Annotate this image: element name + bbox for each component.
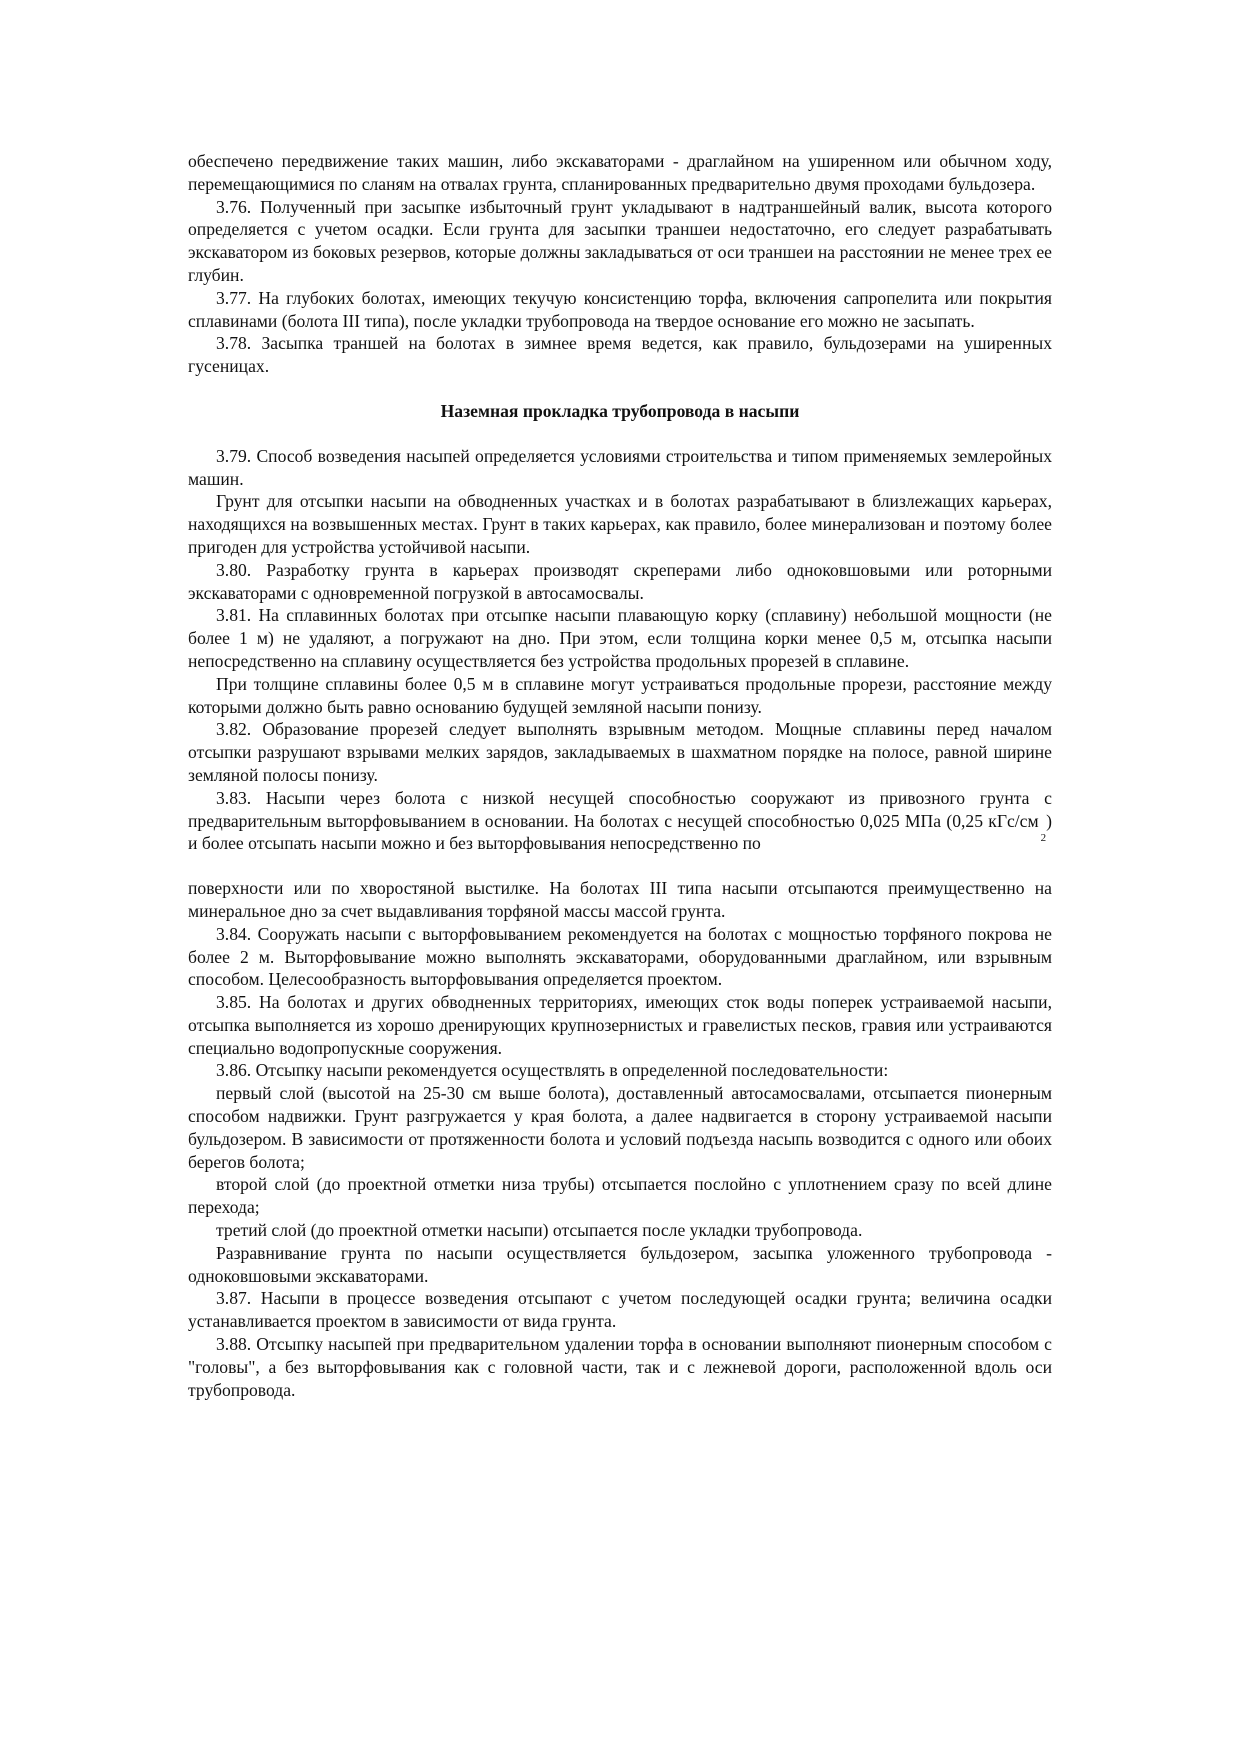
document-page bbox=[188, 150, 1052, 1401]
spacer bbox=[188, 855, 1052, 877]
paragraph-3-82: 3.82. Образование прорезей следует выполнять взрывным методом. Мощные сплавины перед началом отсыпки разрушают взрывами мелких зарядов, закладываемых в шахматном порядке на полосе, равной ширине земляной полосы понизу. bbox=[188, 719, 1052, 785]
paragraph: обеспечено передвижение таких машин, либо экскаваторами - драглайном на уширенном или обычном ходу, перемещающимися по сланям на отвалах грунта, спланированных предварительно двумя проходами бульдозера. bbox=[188, 151, 1052, 194]
paragraph-3-86: 3.86. Отсыпку насыпи рекомендуется осуществлять в определенной последовательности: bbox=[216, 1060, 889, 1081]
paragraph-3-85: 3.85. На болотах и других обводненных территориях, имеющих сток воды поперек устраиваемой насыпи, отсыпка выполняется из хорошо дренирующих крупнозернистых и гравелистых песков, гравия или устраиваются специально водопропускные сооружения. bbox=[188, 992, 1052, 1058]
paragraph: При толщине сплавины более 0,5 м в сплавине могут устраиваться продольные прорези, расстояние между которыми должно быть равно основанию будущей земляной насыпи понизу. bbox=[188, 673, 1052, 717]
paragraph-3-84: 3.84. Сооружать насыпи с выторфовыванием рекомендуется на болотах с мощностью торфяного покрова не более 2 м. Выторфовывание можно выполнять экскаваторами, оборудованными драглайном, или взрывным способом. Целесообразность выторфовывания определяется проектом. bbox=[188, 923, 1052, 990]
paragraph-3-83 bbox=[188, 787, 1052, 855]
paragraph-layer-2: второй слой (до проектной отметки низа трубы) отсыпается послойно с уплотнением сразу по всей длине перехода; bbox=[188, 1174, 1052, 1218]
paragraph-continuation: поверхности или по хворостяной выстилке. На болотах III типа насыпи отсыпаются преимущественно на минеральное дно за счет выдавливания торфяной массы массой грунта. bbox=[188, 878, 1052, 921]
superscript: 2 bbox=[1040, 831, 1047, 844]
paragraph-3-87: 3.87. Насыпи в процессе возведения отсыпают с учетом последующей осадки грунта; величина осадки устанавливается проектом в зависимости от вида грунта. bbox=[188, 1288, 1052, 1332]
paragraph: Разравнивание грунта по насыпи осуществляется бульдозером, засыпка уложенного трубопровода - одноковшовыми экскаваторами. bbox=[188, 1242, 1052, 1286]
paragraph-3-79: 3.79. Способ возведения насыпей определяется условиями строительства и типом применяемых землеройных машин. bbox=[188, 445, 1052, 489]
paragraph-3-77: 3.77. На глубоких болотах, имеющих текучую консистенцию торфа, включения сапропелита или покрытия сплавинами (болота III типа), после укладки трубопровода на твердое основание его можно не засыпать. bbox=[188, 287, 1052, 331]
section-heading: Наземная прокладка трубопровода в насыпи bbox=[440, 400, 800, 421]
paragraph-layer-1: первый слой (высотой на 25-30 см выше болота), доставленный автосамосвалами, отсыпается пионерным способом надвижки. Грунт разгружается у края болота, а далее надвигается в сторону устраиваемой насыпи бульдозером. В зависимости от протяженности болота и условий подъезда насыпь возводится с одного или обоих берегов болота; bbox=[188, 1083, 1052, 1172]
paragraph-text: 3.83. Насыпи через болота с низкой несущей способностью сооружают из привозного грунта с предварительным выторфовыванием в основании. На болотах с несущей способностью 0,025 МПа (0,25 кГс/см bbox=[188, 787, 1052, 831]
paragraph-3-80: 3.80. Разработку грунта в карьерах производят скреперами либо одноковшовыми или роторными экскаваторами с одновременной погрузкой в автосамосвалы. bbox=[188, 559, 1052, 603]
paragraph-3-81: 3.81. На сплавинных болотах при отсыпке насыпи плавающую корку (сплавину) небольшой мощности (не более 1 м) не удаляют, а погружают на дно. При этом, если толщина корки менее 0,5 м, отсыпка насыпи непосредственно на сплавину осуществляется без устройства продольных прорезей в сплавине. bbox=[188, 605, 1052, 671]
paragraph-text: ) и более отсыпать насыпи можно и без выторфовывания непосредственно по bbox=[188, 810, 1052, 854]
paragraph-3-88: 3.88. Отсыпку насыпей при предварительном удалении торфа в основании выполняют пионерным способом с "головы", а без выторфовывания как с головной части, так и с лежневой дороги, расположенной вдоль оси трубопровода. bbox=[188, 1334, 1052, 1400]
paragraph-3-76: 3.76. Полученный при засыпке избыточный грунт укладывают в надтраншейный валик, высота которого определяется с учетом осадки. Если грунта для засыпки траншеи недостаточно, его следует разрабатывать экскаватором из боковых резервов, которые должны закладываться от оси траншеи на расстоянии не менее трех ее глубин. bbox=[188, 196, 1052, 285]
paragraph-3-78: 3.78. Засыпка траншей на болотах в зимнее время ведется, как правило, бульдозерами на уширенных гусеницах. bbox=[188, 333, 1052, 377]
paragraph: Грунт для отсыпки насыпи на обводненных участках и в болотах разрабатывают в близлежащих карьерах, находящихся на возвышенных местах. Грунт в таких карьерах, как правило, более минерализован и поэтому более пригоден для устройства устойчивой насыпи. bbox=[188, 491, 1052, 557]
paragraph-layer-3: третий слой (до проектной отметки насыпи) отсыпается после укладки трубопровода. bbox=[216, 1220, 863, 1241]
